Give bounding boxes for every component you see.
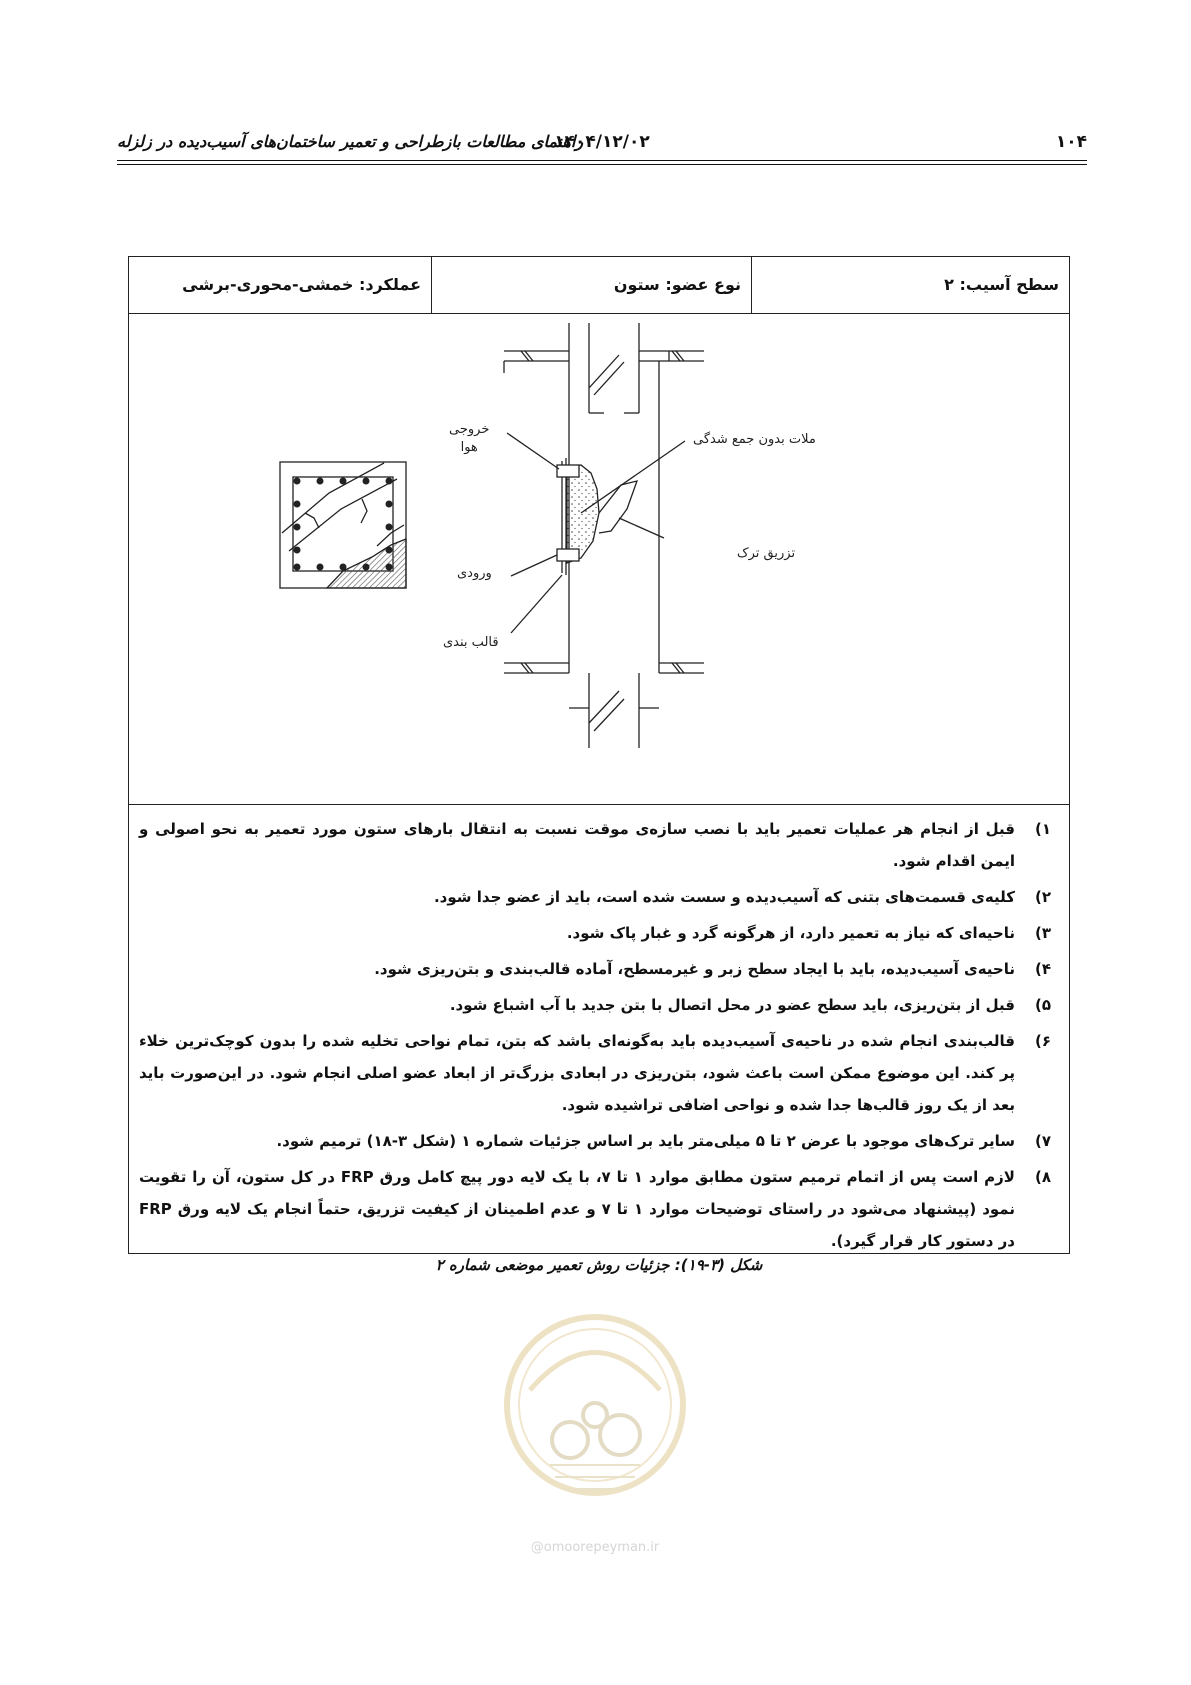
crack-injection-label: تزریق ترک — [737, 546, 796, 561]
list-item: ۱) قبل از انجام هر عملیات تعمیر باید با نصب سازه‌ی موقت نسبت به انتقال بارهای ستون مورد تعمیر به نحو اصولی و ایمن اقدام شود. — [139, 820, 1051, 870]
list-item: ۶) قالب‌بندی انجام شده در ناحیه‌ی آسیب‌دیده باید به‌گونه‌ای باشد که بتن، تمام نواحی تخلیه شده را بدون کوچک‌ترین خلاء پر کند. این موضوع ممکن است باعث شود، بتن‌ریزی در ابعادی بزرگ‌تر از ابعاد عضو اصلی انجام شود. در این‌صورت باید بعد از یک روز قالب‌ها جدا شده و نواحی اضافی تراشیده شود. — [139, 1032, 1051, 1114]
repair-drawing — [129, 313, 1069, 805]
info-row — [129, 257, 1069, 314]
inlet-label: ورودی — [457, 566, 492, 581]
book-title: راهنمای مطالعات بازطراحی و تعمیر ساختمان‌های آسیب‌دیده در زلزله — [117, 132, 584, 151]
header-date: ۱۴۰۴/۱۲/۰۲ — [554, 132, 650, 152]
air-outlet-label: خروجی هوا — [449, 422, 490, 455]
watermark-logo — [490, 1295, 700, 1555]
member-type: نوع عضو: ستون — [431, 257, 751, 313]
header-rule — [117, 160, 1087, 161]
repair-steps — [139, 813, 1057, 1261]
logo-emblem — [490, 1295, 700, 1530]
list-item: ۲) کلیه‌ی قسمت‌های بتنی که آسیب‌دیده و سست شده است، باید از عضو جدا شود. — [433, 888, 1051, 906]
figure-caption: شکل (۳-۱۹): جزئیات روش تعمیر موضعی شماره ۲ — [435, 1256, 763, 1274]
detail-sheet — [128, 256, 1070, 1254]
header-rule-thin — [117, 164, 1087, 165]
list-item: ۴) ناحیه‌ی آسیب‌دیده، باید با ایجاد سطح زبر و غیرمسطح، آماده قالب‌بندی و بتن‌ریزی شود. — [374, 960, 1051, 978]
grout-label: ملات بدون جمع شدگی — [693, 432, 816, 447]
list-item: ۷) سایر ترک‌های موجود با عرض ۲ تا ۵ میلی‌متر باید بر اساس جزئیات شماره ۱ (شکل ۳-۱۸) ترمیم شود. — [276, 1132, 1051, 1150]
page-number: ۱۰۴ — [1055, 132, 1087, 152]
list-item: ۸) لازم است پس از اتمام ترمیم ستون مطابق موارد ۱ تا ۷، با یک لایه دور پیچ کامل ورق FRP در کل ستون، آن را تقویت نمود (پیشنهاد می‌شود در راستای توضیحات موارد ۱ تا ۷ و عدم اطمینان از کیفیت تزریق، حتماً انجام یک لایه ورق FRP در دستور کار قرار گیرد). — [139, 1168, 1051, 1250]
column-repair-diagram — [129, 313, 1069, 803]
list-item: ۵) قبل از بتن‌ریزی، باید سطح عضو در محل اتصال با بتن جدید با آب اشباع شود. — [449, 996, 1051, 1014]
formwork-label: قالب بندی — [443, 635, 499, 650]
behavior-type: عملکرد: خمشی-محوری-برشی — [182, 275, 421, 294]
page-header — [117, 132, 1087, 162]
list-item: ۳) ناحیه‌ای که نیاز به تعمیر دارد، از هرگونه گرد و غبار پاک شود. — [566, 924, 1051, 942]
damage-level: سطح آسیب: ۲ — [751, 257, 1069, 313]
watermark-text: @omoorepeyman.ir — [530, 1540, 660, 1555]
